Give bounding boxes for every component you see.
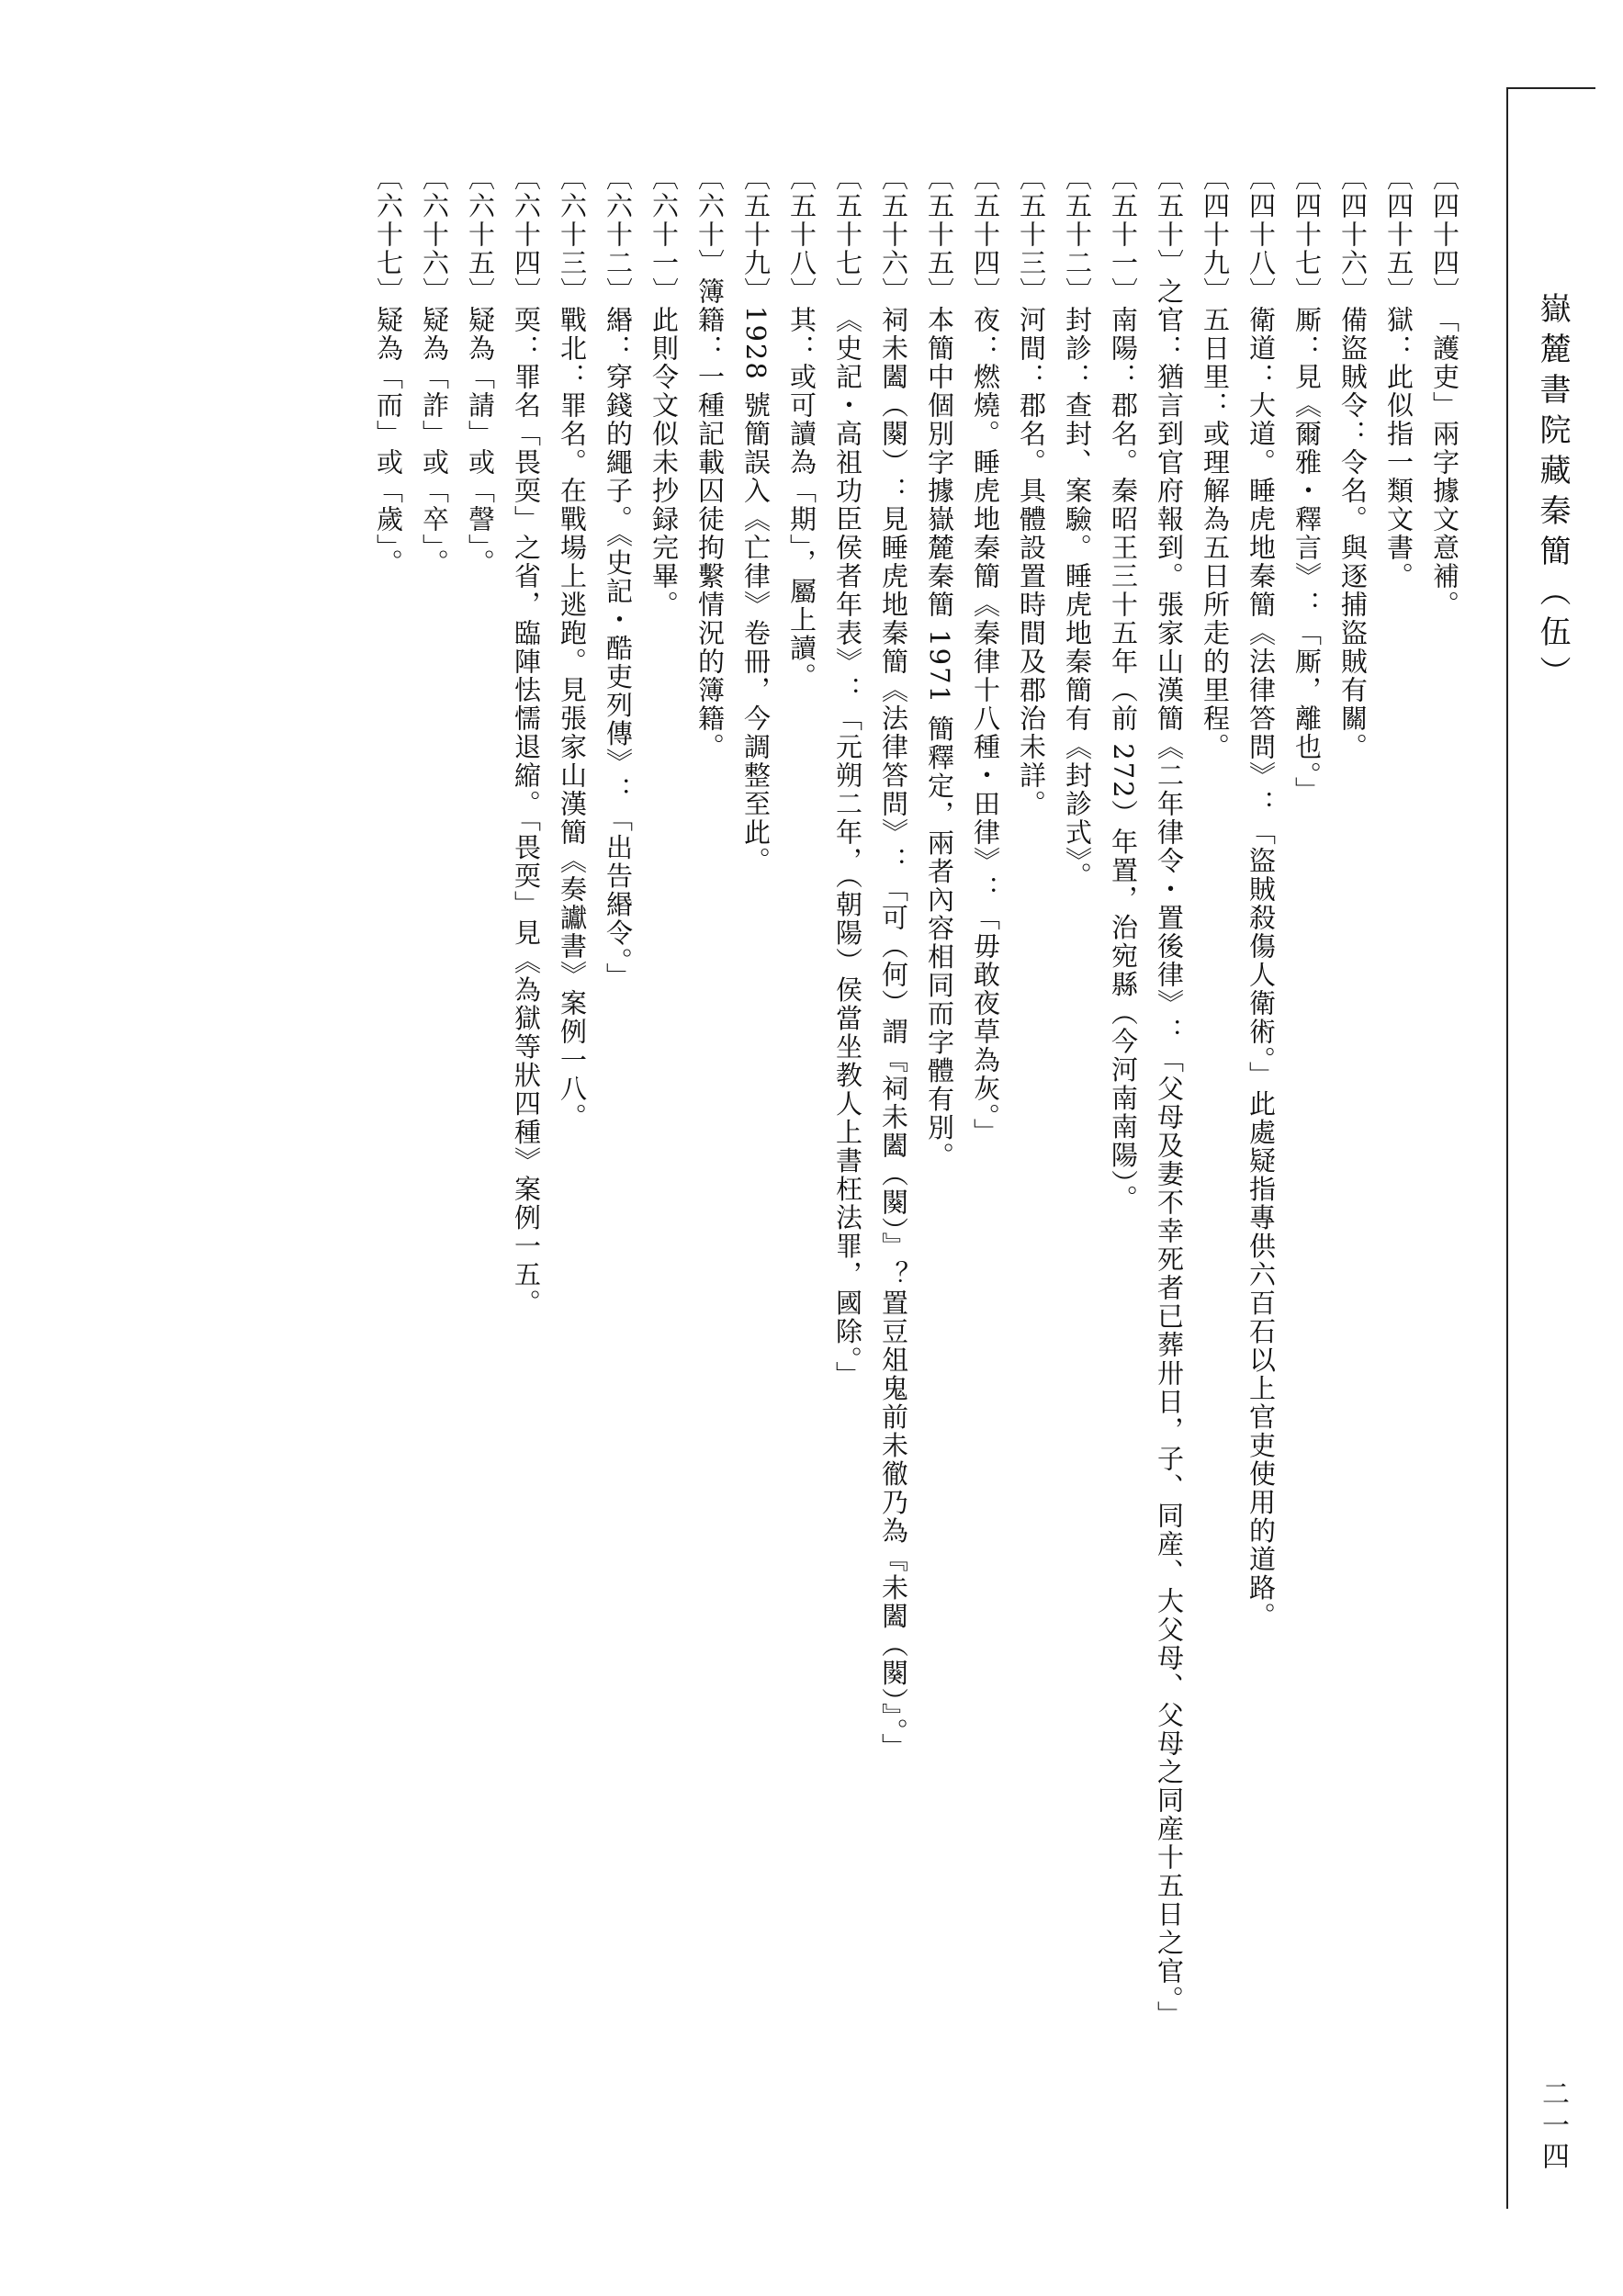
note-text: 本簡中個別字據嶽麓秦簡 1971 簡釋定，兩者內容相同而字體有別。 (924, 306, 955, 1171)
note-number: 〔五十三〕 (1016, 163, 1047, 306)
note-text: 疑為「詐」或「卒」。 (419, 306, 450, 578)
note-text: 封診：查封、案驗。睡虎地秦簡有《封診式》。 (1062, 306, 1093, 891)
note-number: 〔五十九〕 (740, 163, 772, 306)
margin-rule (1506, 87, 1508, 2209)
note-text: 厮：見《爾雅・釋言》：「厮，離也。」 (1291, 306, 1323, 805)
note-44 (1422, 163, 1468, 2166)
note-number: 〔六十六〕 (419, 163, 450, 306)
note-text: 夜：燃燒。睡虎地秦簡《秦律十八種・田律》：「毋敢夜草為灰。」 (970, 306, 1001, 1147)
note-text: 疑為「而」或「歲」。 (373, 306, 404, 578)
note-text: 河間：郡名。具體設置時間及郡治未詳。 (1016, 306, 1047, 818)
note-number: 〔五十四〕 (970, 163, 1001, 306)
margin-top-rule (1508, 87, 1595, 89)
note-45 (1376, 163, 1422, 2166)
note-text: 疑為「請」或「謦」。 (465, 306, 496, 578)
note-text: 衛道：大道。睡虎地秦簡《法律答問》：「盜賊殺傷人衛術。」此處疑指專供六百石以上官吏使用的道路。 (1245, 306, 1277, 1631)
note-number: 〔五十一〕 (1108, 163, 1139, 306)
note-text: 祠未闔（闋）：見睡虎地秦簡《法律答問》：「可（何）謂『祠未闔（闋）』？置豆俎鬼前未徹乃為『未闔（闋）』。」 (878, 306, 909, 1761)
note-number: 〔五十二〕 (1062, 163, 1093, 306)
note-text: 獄：此似指一類文書。 (1383, 306, 1414, 591)
note-text: 「護吏」兩字據文意補。 (1429, 306, 1460, 619)
note-number: 〔六十〕 (694, 163, 726, 277)
note-text: 其：或可讀為「期」，屬上讀。 (786, 306, 817, 692)
note-text: 戰北：罪名。在戰場上逃跑。見張家山漢簡《奏讞書》案例一八。 (557, 306, 588, 1131)
annotation-list (154, 163, 1468, 2166)
note-number: 〔五十八〕 (786, 163, 817, 306)
note-text: 此則令文似未抄録完畢。 (648, 306, 680, 619)
note-number: 〔六十五〕 (465, 163, 496, 306)
note-number: 〔五十五〕 (924, 163, 955, 306)
note-text: 南陽：郡名。秦昭王三十五年（前 272）年置，治宛縣（今河南南陽）。 (1108, 306, 1139, 1214)
note-text: 《史記・高祖功臣侯者年表》：「元朔二年，（朝陽）侯當坐教人上書枉法罪，國除。」 (832, 306, 863, 1390)
note-number: 〔六十一〕 (648, 163, 680, 306)
note-text: 簿籍：一種記載囚徒拘繫情況的簿籍。 (694, 277, 726, 761)
note-number: 〔六十三〕 (557, 163, 588, 306)
note-number: 〔六十四〕 (511, 163, 542, 306)
running-title: 嶽麓書院藏秦簡（伍） (1534, 292, 1571, 696)
note-number: 〔四十六〕 (1337, 163, 1369, 306)
note-number: 〔五十七〕 (832, 163, 863, 306)
note-number: 〔六十二〕 (603, 163, 634, 306)
note-number: 〔六十七〕 (373, 163, 404, 306)
note-number: 〔五十六〕 (878, 163, 909, 306)
note-number: 〔四十七〕 (1291, 163, 1323, 306)
note-text: 1928 號簡誤入《亡律》卷冊，今調整至此。 (740, 306, 772, 876)
note-text: 耎：罪名「畏耎」之省，臨陣怯懦退縮。「畏耎」見《為獄等狀四種》案例一五。 (511, 306, 542, 1318)
note-number: 〔四十五〕 (1383, 163, 1414, 306)
note-number: 〔四十八〕 (1245, 163, 1277, 306)
note-text: 備盜賊令：令名。與逐捕盜賊有關。 (1337, 306, 1369, 761)
note-number: 〔五十〕 (1154, 163, 1185, 277)
note-text: 緡：穿錢的繩子。《史記・酷吏列傳》：「出告緡令。」 (603, 306, 634, 991)
note-text: 之官：猶言到官府報到。張家山漢簡《二年律令・置後律》：「父母及妻不幸死者已葬卅日，子、同産、大父母、父母之同産十五日之官。」 (1154, 277, 1185, 2030)
note-number: 〔四十四〕 (1429, 163, 1460, 306)
note-number: 〔四十九〕 (1200, 163, 1231, 306)
note-text: 五日里：或理解為五日所走的里程。 (1200, 306, 1231, 761)
page-number: 二一四 (1537, 2079, 1569, 2173)
